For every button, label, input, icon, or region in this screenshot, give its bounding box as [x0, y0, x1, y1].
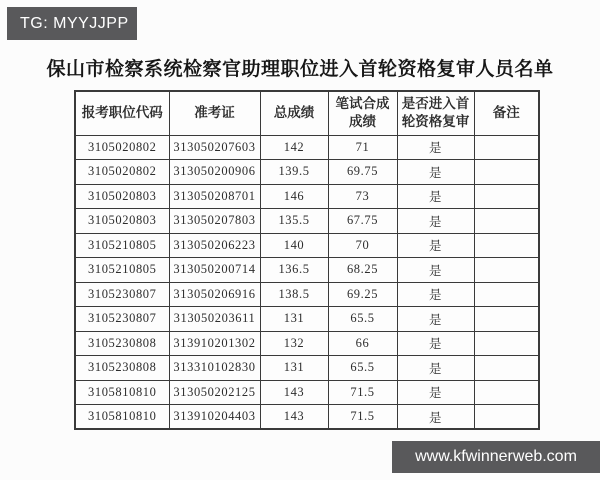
cell-admission-ticket: 313050207603 [169, 135, 260, 160]
cell-written-composite-score: 71.5 [328, 380, 397, 405]
cell-total-score: 138.5 [260, 282, 328, 307]
cell-written-composite-score: 69.25 [328, 282, 397, 307]
cell-written-composite-score: 71.5 [328, 405, 397, 430]
table-row [75, 380, 539, 405]
cell-position-code: 3105020802 [75, 160, 169, 185]
table-row [75, 356, 539, 381]
table-row [75, 209, 539, 234]
cell-admission-ticket: 313050203611 [169, 307, 260, 332]
table-row [75, 258, 539, 283]
cell-total-score: 132 [260, 331, 328, 356]
cell-enter-first-round-review: 是 [397, 307, 474, 332]
cell-written-composite-score: 65.5 [328, 307, 397, 332]
header-written-composite-score: 笔试合成成绩 [328, 91, 397, 135]
header-remarks: 备注 [474, 91, 539, 135]
cell-total-score: 135.5 [260, 209, 328, 234]
cell-enter-first-round-review: 是 [397, 209, 474, 234]
cell-remarks [474, 160, 539, 185]
cell-enter-first-round-review: 是 [397, 331, 474, 356]
cell-total-score: 143 [260, 380, 328, 405]
telegram-watermark-text: TG: MYYJJPP [20, 14, 129, 32]
cell-admission-ticket: 313050207803 [169, 209, 260, 234]
cell-remarks [474, 307, 539, 332]
cell-written-composite-score: 69.75 [328, 160, 397, 185]
cell-remarks [474, 331, 539, 356]
cell-position-code: 3105230808 [75, 356, 169, 381]
cell-enter-first-round-review: 是 [397, 380, 474, 405]
cell-admission-ticket: 313050200714 [169, 258, 260, 283]
cell-enter-first-round-review: 是 [397, 233, 474, 258]
cell-position-code: 3105230807 [75, 282, 169, 307]
results-table [74, 90, 540, 430]
table-row [75, 160, 539, 185]
cell-enter-first-round-review: 是 [397, 405, 474, 430]
cell-admission-ticket: 313050208701 [169, 184, 260, 209]
cell-enter-first-round-review: 是 [397, 258, 474, 283]
cell-written-composite-score: 68.25 [328, 258, 397, 283]
header-enter-first-round-review: 是否进入首轮资格复审 [397, 91, 474, 135]
cell-written-composite-score: 73 [328, 184, 397, 209]
table-row [75, 135, 539, 160]
cell-total-score: 140 [260, 233, 328, 258]
cell-position-code: 3105810810 [75, 405, 169, 430]
cell-admission-ticket: 313310102830 [169, 356, 260, 381]
cell-remarks [474, 233, 539, 258]
cell-written-composite-score: 70 [328, 233, 397, 258]
cell-remarks [474, 258, 539, 283]
cell-position-code: 3105810810 [75, 380, 169, 405]
table-row [75, 184, 539, 209]
cell-position-code: 3105020802 [75, 135, 169, 160]
cell-remarks [474, 209, 539, 234]
cell-admission-ticket: 313050206916 [169, 282, 260, 307]
cell-remarks [474, 405, 539, 430]
header-total-score: 总成绩 [260, 91, 328, 135]
cell-enter-first-round-review: 是 [397, 282, 474, 307]
header-position-code: 报考职位代码 [75, 91, 169, 135]
cell-remarks [474, 282, 539, 307]
cell-written-composite-score: 66 [328, 331, 397, 356]
cell-total-score: 136.5 [260, 258, 328, 283]
cell-admission-ticket: 313910201302 [169, 331, 260, 356]
cell-remarks [474, 135, 539, 160]
table-row [75, 282, 539, 307]
cell-position-code: 3105230808 [75, 331, 169, 356]
cell-enter-first-round-review: 是 [397, 184, 474, 209]
header-admission-ticket: 准考证 [169, 91, 260, 135]
cell-admission-ticket: 313910204403 [169, 405, 260, 430]
cell-remarks [474, 356, 539, 381]
website-watermark [392, 441, 600, 473]
page-title: 保山市检察系统检察官助理职位进入首轮资格复审人员名单 [46, 59, 554, 80]
cell-total-score: 131 [260, 356, 328, 381]
website-watermark-text: www.kfwinnerweb.com [415, 448, 577, 465]
cell-admission-ticket: 313050206223 [169, 233, 260, 258]
cell-admission-ticket: 313050200906 [169, 160, 260, 185]
cell-enter-first-round-review: 是 [397, 135, 474, 160]
cell-position-code: 3105210805 [75, 258, 169, 283]
cell-total-score: 139.5 [260, 160, 328, 185]
table-row [75, 233, 539, 258]
cell-enter-first-round-review: 是 [397, 356, 474, 381]
table-row [75, 307, 539, 332]
cell-written-composite-score: 65.5 [328, 356, 397, 381]
cell-written-composite-score: 67.75 [328, 209, 397, 234]
cell-total-score: 143 [260, 405, 328, 430]
cell-admission-ticket: 313050202125 [169, 380, 260, 405]
cell-written-composite-score: 71 [328, 135, 397, 160]
cell-position-code: 3105020803 [75, 209, 169, 234]
table-row [75, 405, 539, 430]
cell-remarks [474, 184, 539, 209]
cell-enter-first-round-review: 是 [397, 160, 474, 185]
cell-total-score: 142 [260, 135, 328, 160]
cell-remarks [474, 380, 539, 405]
cell-total-score: 131 [260, 307, 328, 332]
cell-total-score: 146 [260, 184, 328, 209]
telegram-watermark [7, 7, 137, 40]
cell-position-code: 3105210805 [75, 233, 169, 258]
table-header-row [75, 91, 539, 135]
table-body [75, 135, 539, 429]
table-row [75, 331, 539, 356]
cell-position-code: 3105020803 [75, 184, 169, 209]
cell-position-code: 3105230807 [75, 307, 169, 332]
